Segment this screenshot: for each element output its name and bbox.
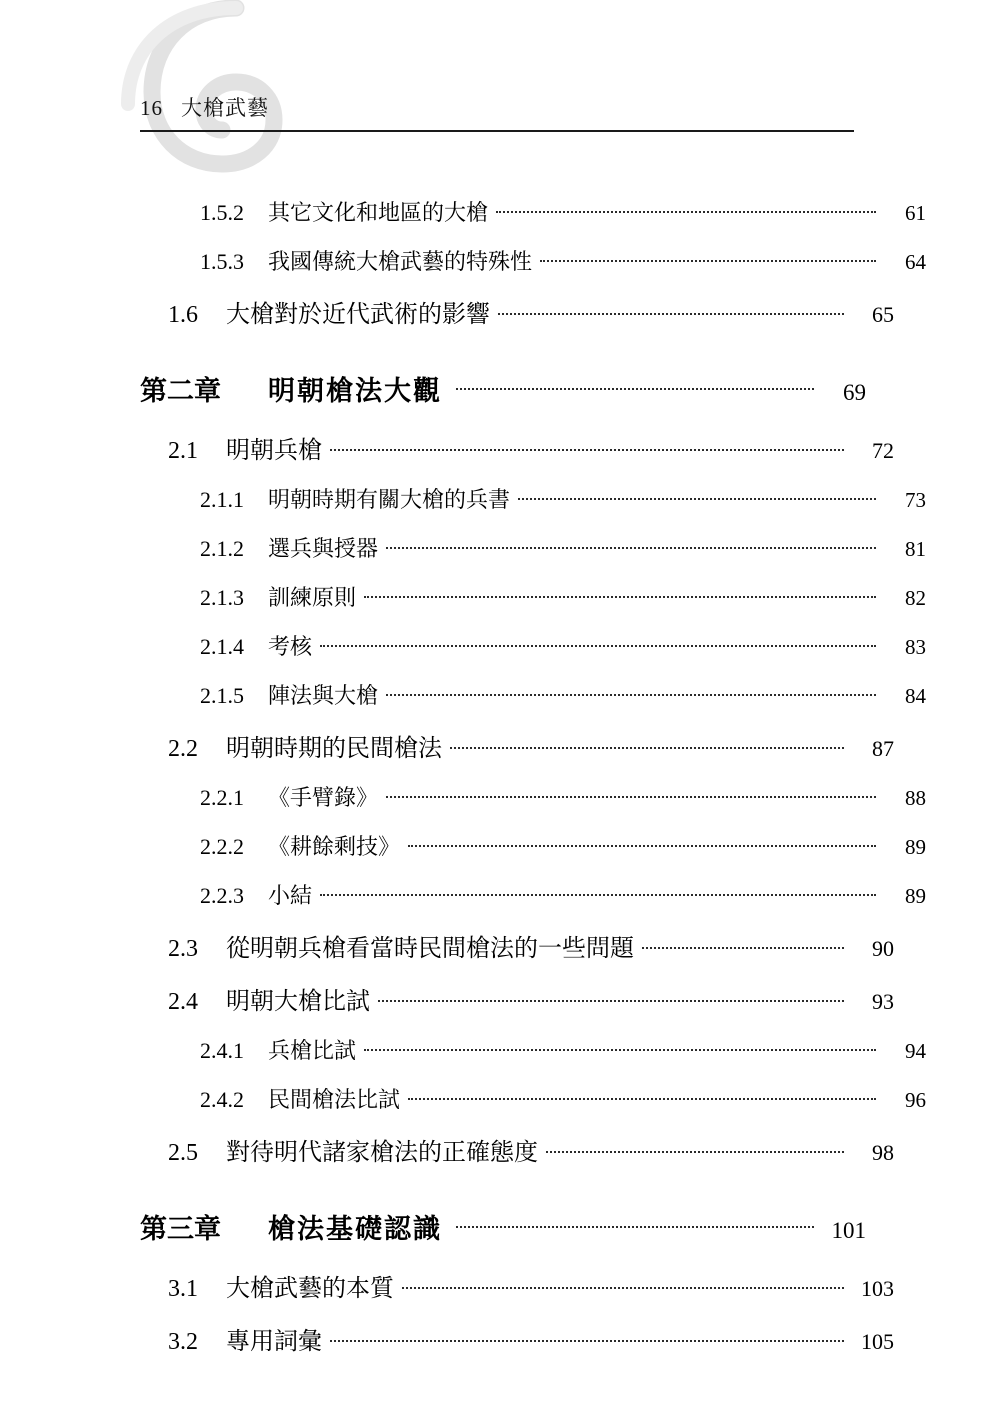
toc-entry[interactable] — [140, 581, 926, 612]
toc-entry[interactable] — [140, 196, 926, 227]
toc-entry-number: 1.5.3 — [200, 249, 244, 274]
toc-entry-label — [200, 679, 378, 710]
toc-entry[interactable] — [140, 879, 926, 910]
toc-entry-page-number: 72 — [872, 438, 894, 463]
toc-entry-page-number: 65 — [872, 302, 894, 327]
header-title-line — [140, 92, 269, 122]
toc-entry-number: 2.2.1 — [200, 785, 244, 810]
toc-entry-number: 第二章 — [140, 376, 221, 406]
toc-entry-number: 1.5.2 — [200, 200, 244, 225]
toc-entry-label — [168, 1321, 322, 1356]
toc-entry-number: 2.4.2 — [200, 1087, 244, 1112]
toc-leader-dots — [320, 881, 876, 903]
toc-entry[interactable] — [140, 532, 926, 563]
toc-entry-page-number: 61 — [905, 201, 926, 225]
toc-entry-number: 2.2.2 — [200, 834, 244, 859]
toc-leader-dots — [498, 298, 844, 322]
toc-entry[interactable] — [140, 369, 866, 408]
toc-leader-dots — [320, 632, 876, 654]
toc-entry[interactable] — [140, 483, 926, 514]
toc-entry-title: 從明朝兵槍看當時民間槍法的一些問題 — [226, 936, 634, 962]
toc-leader-dots — [386, 783, 876, 805]
toc-entry-title: 明朝大槍比試 — [226, 989, 370, 1015]
toc-entry-number: 2.1.1 — [200, 487, 244, 512]
toc-entry-label — [200, 1083, 400, 1114]
toc-entry-number: 1.6 — [168, 302, 198, 328]
toc-entry-label — [168, 728, 442, 763]
toc-entry-label — [200, 483, 510, 514]
toc-entry-number: 2.1.5 — [200, 683, 244, 708]
toc-entry-label — [168, 430, 322, 465]
toc-entry-label — [200, 630, 312, 661]
toc-entry-label — [140, 369, 442, 408]
toc-entry-page-number: 82 — [905, 586, 926, 610]
header-book-title: 大槍武藝 — [181, 96, 269, 120]
toc-entry-title: 專用詞彙 — [226, 1329, 322, 1355]
toc-entry-title: 《耕餘剩技》 — [268, 834, 401, 859]
toc-entry-number: 2.2 — [168, 736, 198, 762]
toc-entry-label — [200, 245, 532, 276]
toc-leader-dots — [408, 832, 876, 854]
header-page-number: 16 — [140, 96, 163, 120]
toc-entry-page-number: 73 — [905, 488, 926, 512]
toc-entry-label — [168, 1268, 394, 1303]
toc-entry-number: 3.2 — [168, 1329, 198, 1355]
toc-entry-title: 小結 — [268, 883, 313, 908]
toc-entry[interactable] — [140, 830, 926, 861]
toc-leader-dots — [402, 1272, 844, 1296]
toc-entry-number: 2.2.3 — [200, 883, 244, 908]
header-divider — [140, 130, 854, 132]
toc-entry[interactable] — [140, 1083, 926, 1114]
toc-leader-dots — [518, 485, 876, 507]
toc-leader-dots — [330, 434, 844, 458]
toc-entry-label — [200, 581, 356, 612]
toc-entry-title: 選兵與授器 — [268, 536, 379, 561]
toc-entry[interactable] — [140, 630, 926, 661]
toc-entry-page-number: 64 — [905, 250, 926, 274]
toc-entry-label — [200, 532, 378, 563]
toc-entry-page-number: 105 — [861, 1329, 894, 1354]
toc-entry-page-number: 83 — [905, 635, 926, 659]
toc-leader-dots — [408, 1085, 876, 1107]
toc-entry-title: 對待明代諸家槍法的正確態度 — [226, 1140, 538, 1166]
toc-entry-number: 2.1 — [168, 438, 198, 464]
toc-entry[interactable] — [140, 1207, 866, 1246]
toc-entry-title: 考核 — [268, 634, 313, 659]
toc-entry-page-number: 103 — [861, 1276, 894, 1301]
toc-entry-label — [200, 879, 312, 910]
toc-entry-number: 2.1.3 — [200, 585, 244, 610]
toc-entry-page-number: 94 — [905, 1039, 926, 1063]
toc-entry-title: 明朝兵槍 — [226, 438, 322, 464]
table-of-contents — [140, 196, 926, 1374]
toc-entry-label — [168, 294, 490, 329]
toc-entry[interactable] — [140, 781, 926, 812]
toc-entry-page-number: 89 — [905, 835, 926, 859]
toc-entry-number: 2.1.2 — [200, 536, 244, 561]
toc-entry-page-number: 93 — [872, 989, 894, 1014]
toc-entry-page-number: 101 — [831, 1218, 866, 1243]
toc-entry-page-number: 87 — [872, 736, 894, 761]
toc-entry[interactable] — [140, 728, 894, 763]
toc-entry[interactable] — [140, 245, 926, 276]
toc-entry-title: 《手臂錄》 — [268, 785, 379, 810]
toc-entry-page-number: 88 — [905, 786, 926, 810]
toc-leader-dots — [386, 534, 876, 556]
toc-entry-title: 明朝時期有關大槍的兵書 — [268, 487, 511, 512]
toc-entry-page-number: 81 — [905, 537, 926, 561]
toc-entry[interactable] — [140, 981, 894, 1016]
toc-entry-title: 明朝槍法大觀 — [268, 376, 442, 406]
toc-entry-label — [168, 1132, 538, 1167]
toc-entry-page-number: 96 — [905, 1088, 926, 1112]
toc-leader-dots — [456, 1211, 814, 1238]
toc-leader-dots — [456, 373, 814, 400]
toc-leader-dots — [546, 1136, 844, 1160]
toc-entry-number: 2.1.4 — [200, 634, 244, 659]
toc-entry-label — [200, 781, 378, 812]
toc-leader-dots — [642, 932, 844, 956]
toc-entry-number: 2.3 — [168, 936, 198, 962]
toc-entry[interactable] — [140, 928, 894, 963]
toc-leader-dots — [364, 1036, 876, 1058]
toc-entry[interactable] — [140, 1321, 894, 1356]
toc-entry[interactable] — [140, 679, 926, 710]
toc-entry-page-number: 98 — [872, 1140, 894, 1165]
toc-entry-page-number: 84 — [905, 684, 926, 708]
toc-leader-dots — [378, 985, 844, 1009]
toc-leader-dots — [330, 1325, 844, 1349]
toc-leader-dots — [386, 681, 876, 703]
page-header — [140, 92, 854, 136]
toc-entry[interactable] — [140, 1268, 894, 1303]
toc-entry[interactable] — [140, 1132, 894, 1167]
toc-entry-title: 陣法與大槍 — [268, 683, 379, 708]
toc-entry-number: 2.4 — [168, 989, 198, 1015]
toc-leader-dots — [450, 732, 844, 756]
toc-entry-title: 大槍武藝的本質 — [226, 1276, 394, 1302]
toc-leader-dots — [496, 198, 876, 220]
toc-entry-title: 我國傳統大槍武藝的特殊性 — [268, 249, 533, 274]
toc-entry[interactable] — [140, 1034, 926, 1065]
toc-entry-page-number: 69 — [843, 380, 866, 405]
toc-entry-title: 大槍對於近代武術的影響 — [226, 302, 490, 328]
toc-entry-title: 其它文化和地區的大槍 — [268, 200, 489, 225]
toc-entry-title: 訓練原則 — [268, 585, 357, 610]
toc-entry-title: 槍法基礎認識 — [268, 1214, 442, 1244]
toc-entry-number: 3.1 — [168, 1276, 198, 1302]
toc-entry-label — [200, 1034, 356, 1065]
toc-entry-page-number: 90 — [872, 936, 894, 961]
toc-entry-number: 2.4.1 — [200, 1038, 244, 1063]
toc-entry-label — [168, 928, 634, 963]
toc-leader-dots — [540, 247, 876, 269]
toc-entry-title: 兵槍比試 — [268, 1038, 357, 1063]
toc-entry[interactable] — [140, 294, 894, 329]
toc-entry[interactable] — [140, 430, 894, 465]
toc-leader-dots — [364, 583, 876, 605]
toc-entry-page-number: 89 — [905, 884, 926, 908]
toc-entry-label — [168, 981, 370, 1016]
toc-entry-label — [200, 830, 400, 861]
toc-entry-label — [140, 1207, 442, 1246]
toc-entry-number: 第三章 — [140, 1214, 221, 1244]
toc-entry-number: 2.5 — [168, 1140, 198, 1166]
toc-entry-title: 民間槍法比試 — [268, 1087, 401, 1112]
toc-entry-title: 明朝時期的民間槍法 — [226, 736, 442, 762]
toc-entry-label — [200, 196, 488, 227]
